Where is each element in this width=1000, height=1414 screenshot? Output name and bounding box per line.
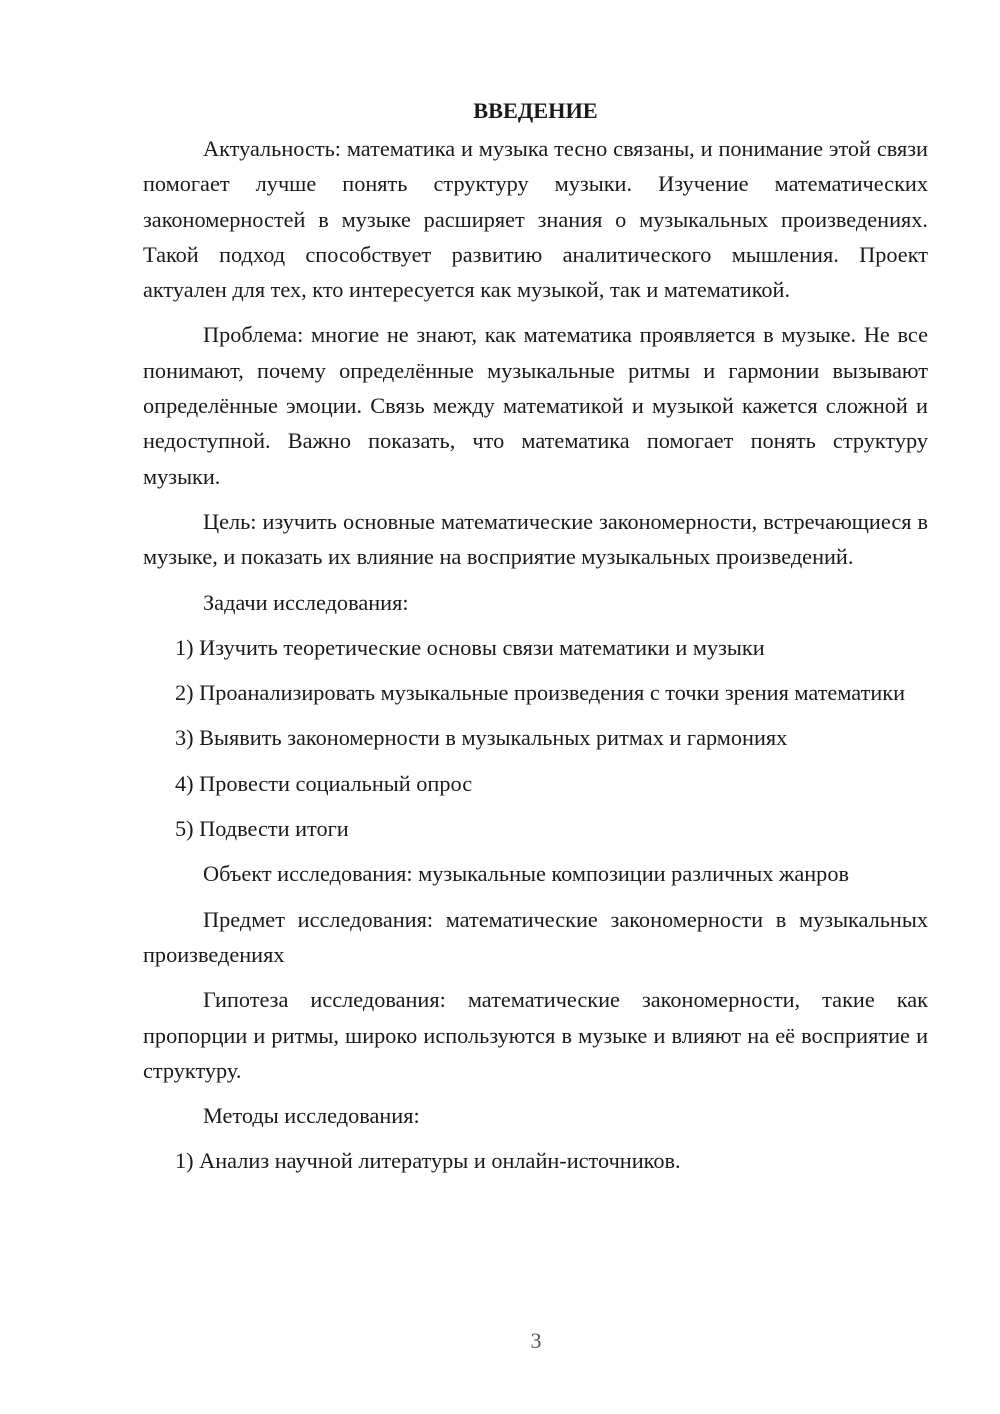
task-item: 3) Выявить закономерности в музыкальных ритмах и гармониях xyxy=(175,725,788,751)
page-number: 3 xyxy=(530,1328,542,1353)
methods-heading: Методы исследования: xyxy=(203,1103,420,1129)
tasks-heading: Задачи исследования: xyxy=(203,589,409,615)
page-content xyxy=(143,93,928,1189)
goal-paragraph: Цель: изучить основные математические закономерности, встречающиеся в музыке, и показать их влияние на восприятие музыкальных произведений. xyxy=(143,508,928,570)
object-paragraph: Объект исследования: музыкальные композиции различных жанров xyxy=(203,861,849,887)
problem-paragraph: Проблема: многие не знают, как математика проявляется в музыке. Не все понимают, почему определённые музыкальные ритмы и гармонии вызывают определённые эмоции. Связь между математикой и музыкой кажется сложной и недоступной. Важно показать, что математика помогает понять структуру музыки. xyxy=(143,322,928,489)
subject-paragraph: Предмет исследования: математические закономерности в музыкальных произведениях xyxy=(143,906,928,967)
hypothesis-paragraph: Гипотеза исследования: математические закономерности, такие как пропорции и ритмы, широко используются в музыке и влияют на её восприятие и структуру. xyxy=(143,987,928,1083)
relevance-paragraph: Актуальность: математика и музыка тесно связаны, и понимание этой связи помогает лучше понять структуру музыки. Изучение математических закономерностей в музыке расширяет знания о музыкальных произведениях. Такой подход способствует развитию аналитического мышления. Проект актуален для тех, кто интересуется как музыкой, так и математикой. xyxy=(143,136,928,303)
task-item: 5) Подвести итоги xyxy=(175,816,349,842)
task-item: 4) Провести социальный опрос xyxy=(175,770,473,796)
task-item: 1) Изучить теоретические основы связи математики и музыки xyxy=(175,634,765,660)
method-item: 1) Анализ научной литературы и онлайн-источников. xyxy=(175,1148,681,1174)
task-item: 2) Проанализировать музыкальные произведения с точки зрения математики xyxy=(175,680,906,706)
section-heading: ВВЕДЕНИЕ xyxy=(473,98,598,123)
